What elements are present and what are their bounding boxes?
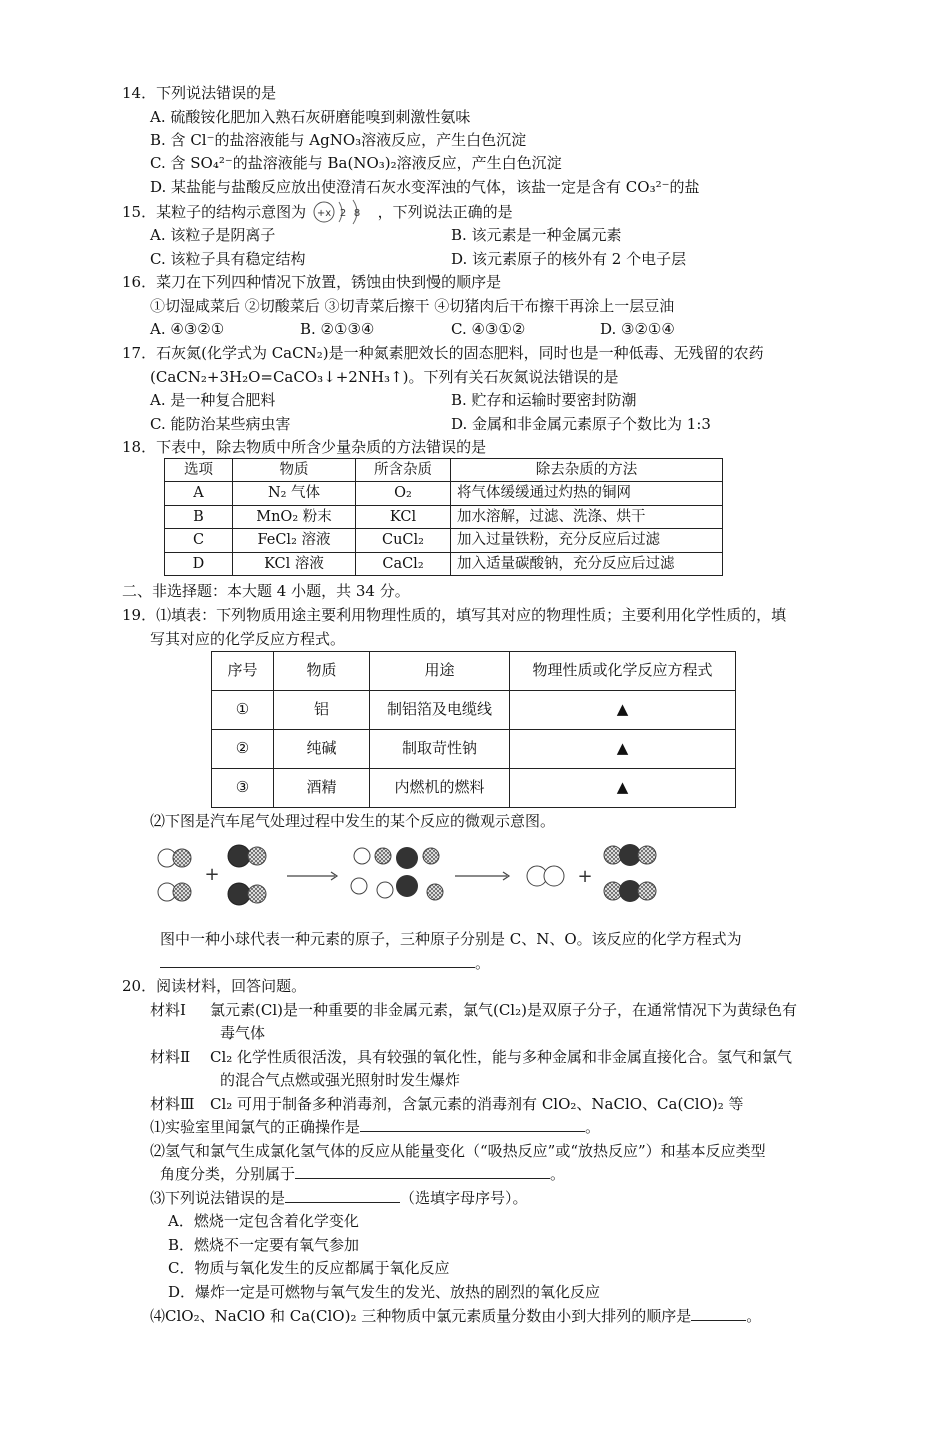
q20-part2-line1: ⑵氢气和氯气生成氯化氢气体的反应从能量变化（“吸热反应”或“放热反应”）和基本反应类型 — [150, 1142, 766, 1160]
atom-shell-2-label: 8 — [353, 208, 361, 219]
q18-stem: 18．下表中，除去物质中所含少量杂质的方法错误的是 — [122, 438, 487, 456]
q14-option-d: D. 某盐能与盐酸反应放出使澄清石灰水变浑浊的气体，该盐一定是含有 CO₃²⁻的盐 — [150, 178, 700, 196]
atom-shell-1-label: 2 — [339, 208, 347, 219]
table-cell: KCl — [356, 505, 451, 528]
table-cell: MnO₂ 粉末 — [233, 505, 356, 528]
table-header-cell: 除去杂质的方法 — [451, 459, 723, 482]
answer-cell[interactable]: ▲ — [510, 691, 736, 730]
q15-option-a: A. 该粒子是阴离子 — [150, 226, 276, 244]
table-header-row — [165, 459, 723, 482]
q16-conditions: ①切湿咸菜后 ②切酸菜后 ③切青菜后擦干 ④切猪肉后干布擦干再涂上一层豆油 — [150, 297, 675, 315]
material-2-line1: Cl₂ 化学性质很活泼，具有较强的氧化性，能与多种金属和非金属直接化合。氢气和氯气 — [210, 1048, 793, 1066]
q17-option-a: A. 是一种复合肥料 — [150, 391, 276, 409]
q14-option-c: C. 含 SO₄²⁻的盐溶液能与 Ba(NO₃)₂溶液反应，产生白色沉淀 — [150, 154, 562, 172]
table-cell: 将气体缓缓通过灼热的铜网 — [451, 482, 723, 505]
material-3-label: 材料Ⅲ — [150, 1095, 195, 1113]
table-cell: ③ — [212, 769, 274, 808]
table-cell: B — [165, 505, 233, 528]
q16-option-c: C. ④③①② — [451, 320, 526, 338]
table-row — [212, 769, 736, 808]
answer-cell[interactable]: ▲ — [510, 730, 736, 769]
intermediate-atoms — [351, 847, 443, 900]
material-2-line2: 的混合气点燃或强光照射时发生爆炸 — [220, 1071, 461, 1089]
equation-answer-blank[interactable] — [160, 953, 475, 968]
table-cell: 酒精 — [274, 769, 370, 808]
reaction-micro-diagram — [155, 840, 675, 912]
section-heading: 二、非选择题：本大题 4 小题，共 34 分。 — [122, 582, 410, 600]
reactant-no-molecule — [158, 849, 191, 867]
q16-option-a: A. ④③②① — [150, 320, 225, 338]
q16-option-d: D. ③②①④ — [600, 320, 675, 338]
q19-answer-line — [160, 952, 490, 975]
table-row — [165, 505, 723, 528]
q19-caption: 图中一种小球代表一种元素的原子，三种原子分别是 C、N、O。该反应的化学方程式为 — [160, 930, 742, 948]
product-co2-molecule — [604, 880, 656, 902]
q20-stem: 20．阅读材料，回答问题。 — [122, 977, 307, 995]
material-3-line1: Cl₂ 可用于制备多种消毒剂，含氯元素的消毒剂有 ClO₂、NaClO、Ca(ClO)₂ 等 — [210, 1095, 744, 1113]
product-n2-molecule — [527, 866, 564, 886]
reaction-arrow-icon — [455, 872, 509, 880]
q20-part3-option-b: B．燃烧不一定要有氧气参加 — [168, 1236, 360, 1254]
q20-part1-end: 。 — [585, 1118, 601, 1136]
q15-stem-after: ，下列说法正确的是 — [377, 203, 513, 221]
table-cell: CaCl₂ — [356, 552, 451, 575]
table-header-cell: 物理性质或化学反应方程式 — [510, 652, 736, 691]
plus-sign: + — [577, 866, 593, 887]
table-cell: CuCl₂ — [356, 529, 451, 552]
q17-option-b: B. 贮存和运输时要密封防潮 — [451, 391, 637, 409]
product-co2-molecule — [604, 844, 656, 866]
q17-stem-line2: (CaCN₂+3H₂O=CaCO₃↓+2NH₃↑)。下列有关石灰氮说法错误的是 — [150, 368, 619, 386]
table-header-cell: 用途 — [370, 652, 510, 691]
table-row — [212, 691, 736, 730]
table-cell: ① — [212, 691, 274, 730]
atom-structure-diagram — [311, 203, 373, 223]
wrong-statement-answer-blank[interactable] — [285, 1188, 400, 1203]
reaction-type-answer-blank[interactable] — [295, 1164, 550, 1179]
table-row — [165, 529, 723, 552]
plus-sign: + — [204, 864, 220, 885]
q14-stem: 14．下列说法错误的是 — [122, 84, 277, 102]
table-header-cell: 物质 — [274, 652, 370, 691]
mass-fraction-order-answer-blank[interactable] — [691, 1306, 746, 1321]
table-cell: FeCl₂ 溶液 — [233, 529, 356, 552]
q20-part2-line2 — [160, 1163, 565, 1186]
table-cell: D — [165, 552, 233, 575]
q20-part1-text: ⑴实验室里闻氯气的正确操作是 — [150, 1118, 361, 1136]
table-header-cell: 所含杂质 — [356, 459, 451, 482]
table-cell: 加入过量铁粉，充分反应后过滤 — [451, 529, 723, 552]
table-cell: 制取苛性钠 — [370, 730, 510, 769]
q20-part2-end: 。 — [550, 1165, 566, 1183]
answer-cell[interactable]: ▲ — [510, 769, 736, 808]
q20-part3-option-d: D．爆炸一定是可燃物与氧气发生的发光、放热的剧烈的氧化反应 — [168, 1283, 601, 1301]
table-row — [165, 482, 723, 505]
q20-part3 — [150, 1187, 528, 1210]
material-2-label: 材料Ⅱ — [150, 1048, 191, 1066]
table-cell: A — [165, 482, 233, 505]
table-cell: 纯碱 — [274, 730, 370, 769]
table-cell: 内燃机的燃料 — [370, 769, 510, 808]
q20-part3-option-a: A．燃烧一定包含着化学变化 — [168, 1212, 359, 1230]
table-cell: C — [165, 529, 233, 552]
q20-part3-end: （选填字母序号）。 — [400, 1189, 528, 1207]
q17-option-c: C. 能防治某些病虫害 — [150, 415, 291, 433]
q16-stem: 16．菜刀在下列四种情况下放置，锈蚀由快到慢的顺序是 — [122, 273, 502, 291]
q19-part2: ⑵下图是汽车尾气处理过程中发生的某个反应的微观示意图。 — [150, 812, 556, 830]
table-cell: 加入适量碳酸钠，充分反应后过滤 — [451, 552, 723, 575]
q15-stem-before: 15．某粒子的结构示意图为 — [122, 203, 307, 221]
atom-nucleus-label: +x — [316, 208, 332, 219]
q14-option-b: B. 含 Cl⁻的盐溶液能与 AgNO₃溶液反应，产生白色沉淀 — [150, 131, 527, 149]
material-1-line2: 毒气体 — [220, 1024, 266, 1042]
smell-operation-answer-blank[interactable] — [360, 1117, 585, 1132]
impurity-removal-table — [164, 458, 723, 576]
q19-end-mark: 。 — [475, 954, 491, 972]
table-row — [165, 552, 723, 575]
substance-use-table — [211, 651, 736, 808]
q19-part1-line2: 写其对应的化学反应方程式。 — [150, 630, 346, 648]
q20-part4-text: ⑷ClO₂、NaClO 和 Ca(ClO)₂ 三种物质中氯元素质量分数由小到大排列的顺序是 — [150, 1307, 692, 1325]
q20-part4-end: 。 — [746, 1307, 762, 1325]
q17-option-d: D. 金属和非金属元素原子个数比为 1:3 — [451, 415, 711, 433]
table-row — [212, 730, 736, 769]
table-cell: N₂ 气体 — [233, 482, 356, 505]
q16-option-b: B. ②①③④ — [300, 320, 375, 338]
table-header-cell: 序号 — [212, 652, 274, 691]
q15-option-b: B. 该元素是一种金属元素 — [451, 226, 622, 244]
table-cell: KCl 溶液 — [233, 552, 356, 575]
table-cell: O₂ — [356, 482, 451, 505]
q17-stem-line1: 17．石灰氮(化学式为 CaCN₂)是一种氮素肥效长的固态肥料，同时也是一种低毒、无残留的农药 — [122, 344, 764, 362]
reactant-no-molecule — [158, 883, 191, 901]
reaction-arrow-icon — [287, 872, 337, 880]
table-cell: ② — [212, 730, 274, 769]
table-header-row — [212, 652, 736, 691]
table-cell: 加水溶解，过滤、洗涤、烘干 — [451, 505, 723, 528]
atom-diagram-svg — [311, 197, 373, 227]
q15-stem — [122, 201, 513, 224]
q19-part1-line1: 19．⑴填表：下列物质用途主要利用物理性质的，填写其对应的物理性质；主要利用化学性质的，填 — [122, 606, 787, 624]
q20-part2-text: 角度分类，分别属于 — [160, 1165, 296, 1183]
q20-part4 — [150, 1305, 761, 1328]
q20-part3-text: ⑶下列说法错误的是 — [150, 1189, 286, 1207]
reactant-co-molecule — [228, 845, 266, 867]
q15-option-d: D. 该元素原子的核外有 2 个电子层 — [451, 250, 687, 268]
material-1-label: 材料Ⅰ — [150, 1001, 186, 1019]
table-header-cell: 选项 — [165, 459, 233, 482]
q15-option-c: C. 该粒子具有稳定结构 — [150, 250, 306, 268]
reactant-co-molecule — [228, 883, 266, 905]
q20-part3-option-c: C．物质与氧化发生的反应都属于氧化反应 — [168, 1259, 450, 1277]
q20-part1 — [150, 1116, 600, 1139]
material-1-line1: 氯元素(Cl)是一种重要的非金属元素，氯气(Cl₂)是双原子分子，在通常情况下为黄绿色有 — [210, 1001, 797, 1019]
table-header-cell: 物质 — [233, 459, 356, 482]
table-cell: 制铝箔及电缆线 — [370, 691, 510, 730]
q14-option-a: A. 硫酸铵化肥加入熟石灰研磨能嗅到刺激性氨味 — [150, 108, 471, 126]
table-cell: 铝 — [274, 691, 370, 730]
